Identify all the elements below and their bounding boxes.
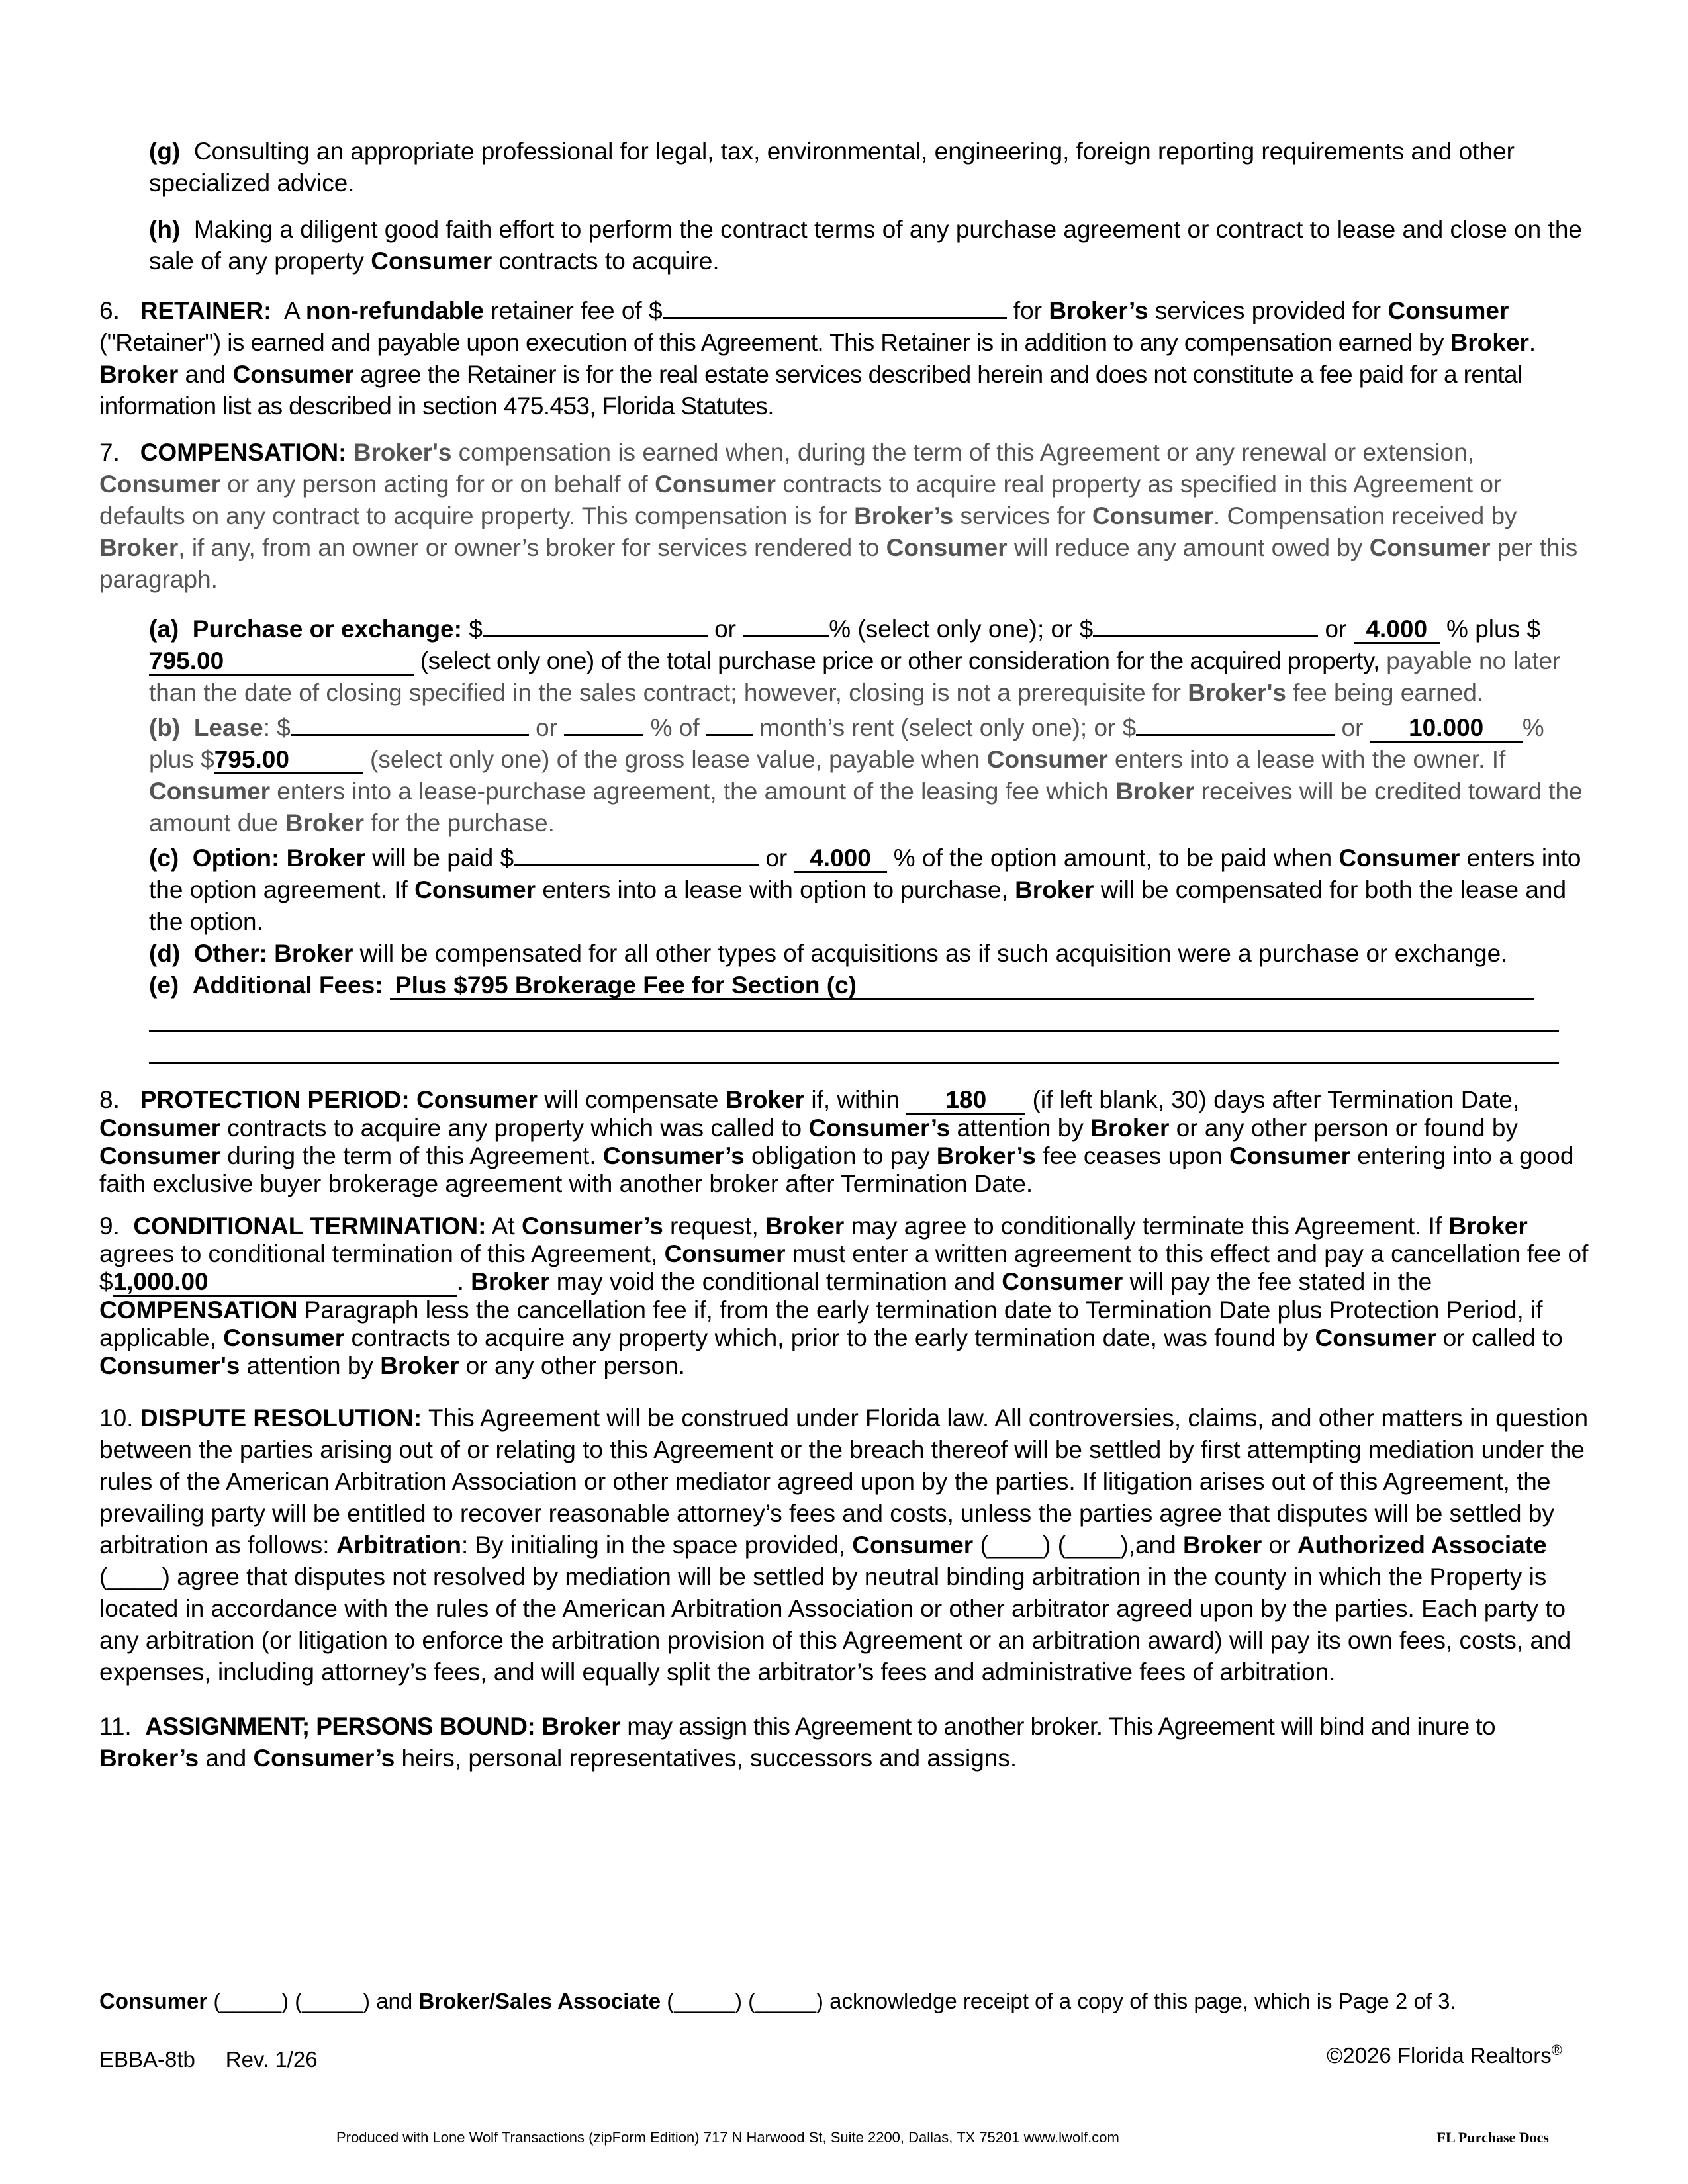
purchase-percent-field[interactable] (743, 610, 829, 637)
clause-d-other: (d) Other: Broker will be compensated for all other types of acquisitions as if such acquisition were a purchase or exchange. (149, 940, 1508, 967)
lease-percent-field[interactable] (564, 709, 643, 736)
lease-dollar-field[interactable] (291, 709, 529, 736)
page-body (99, 136, 1589, 1774)
clause-c-option: (c) Option: Broker will be paid $ or 4.000 % of the option amount, to be paid when Consumer enters into the option agreement. If Consumer enters into a lease with option to purchase, Broker will be compensated for both the lease and the option. (149, 839, 1589, 938)
lease-dollar-field-2[interactable] (1136, 709, 1335, 736)
copyright: ©2026 Florida Realtors® (1326, 2042, 1562, 2068)
clause-label: (g) (149, 138, 181, 165)
option-dollar-field[interactable] (514, 839, 759, 866)
produced-by-footer: Produced with Lone Wolf Transactions (zipForm Edition) 717 N Harwood St, Suite 2200, Dallas, TX 75201 www.lwolf.com (336, 2129, 1119, 2146)
section-heading: DISPUTE RESOLUTION: (140, 1404, 422, 1432)
clause-text: Consulting an appropriate professional for legal, tax, environmental, engineering, foreign reporting requirements and other specialized advice. (149, 138, 1515, 197)
clause-a-purchase: (a) Purchase or exchange: $ or % (select only one); or $ or 4.000 % plus $795.00 (select only one) of the total purchase price or other consideration for the acquired property, payable no later than the date of closing specified in the sales contract; however, closing is not a prerequisite for Broker's fee being earned. (149, 610, 1589, 709)
purchase-dollar-field[interactable] (483, 610, 708, 637)
section-heading: RETAINER: (140, 297, 272, 324)
section-10-dispute: 10. DISPUTE RESOLUTION: This Agreement will be construed under Florida law. All controversies, claims, and other matters in question between the parties arising out of or relating to this Agreement or the breach thereof will be settled by first attempting mediation under the rules of the American Arbitration Association or other mediator agreed upon by the parties. If litigation arises out of this Agreement, the prevailing party will be entitled to recover reasonable attorney’s fees and costs, unless the parties agree that disputes will be settled by arbitration as follows: Arbitration: By initialing in the space provided, Consumer (____) (____),and Broker or Authorized Associate (____) agree that disputes not resolved by mediation will be settled by neutral binding arbitration in the county in which the Property is located in accordance with the rules of the American Arbitration Association or other arbitrator agreed upon by the parties. Each party to any arbitration (or litigation to enforce the arbitration provision of this Agreement or an arbitration award) will pay its own fees, costs, and expenses, including attorney’s fees, and will equally split the arbitrator’s fees and administrative fees of arbitration. (99, 1404, 1589, 1686)
lease-months-field[interactable] (706, 709, 753, 736)
section-9-termination: 9. CONDITIONAL TERMINATION: At Consumer’s request, Broker may agree to conditionally terminate this Agreement. If Broker agrees to conditional termination of this Agreement, Consumer must enter a written agreement to this effect and pay a cancellation fee of $1,000.00 . Broker may void the conditional termination and Consumer will pay the fee stated in the COMPENSATION Paragraph less the cancellation fee if, from the early termination date to Termination Date plus Protection Period, if applicable, Consumer contracts to acquire any property which, prior to the early termination date, was found by Consumer or called to Consumer's attention by Broker or any other person. (99, 1212, 1589, 1379)
clause-h: (h) Making a diligent good faith effort to perform the contract terms of any purchase agreement or contract to lease and close on the sale of any property Consumer contracts to acquire. (149, 216, 1582, 275)
fl-purchase-docs-label: FL Purchase Docs (1436, 2129, 1549, 2146)
clause-g (99, 136, 1589, 199)
purchase-plus-field[interactable]: 795.00 (149, 649, 414, 676)
protection-days-field[interactable]: 180 (906, 1087, 1025, 1115)
form-id: EBBA-8tb Rev. 1/26 (99, 2047, 318, 2071)
clause-label: (h) (149, 216, 181, 243)
additional-fees-line-3[interactable] (149, 1032, 1559, 1064)
compensation-subsections (99, 610, 1589, 1001)
retainer-fee-field[interactable] (663, 292, 1007, 319)
section-8-protection: 8. PROTECTION PERIOD: Consumer will compensate Broker if, within 180 (if left blank, 30) days after Termination Date, Consumer contracts to acquire any property which was called to Consumer’s attention by Broker or any other person or found by Consumer during the term of this Agreement. Consumer’s obligation to pay Broker’s fee ceases upon Consumer entering into a good faith exclusive buyer brokerage agreement with another broker after Termination Date. (99, 1086, 1574, 1197)
section-heading: PROTECTION PERIOD: (140, 1086, 410, 1113)
clause-b-lease: (b) Lease: $ or % of month’s rent (select only one); or $ or 10.000 % plus $795.00 (select only one) of the gross lease value, payable when Consumer enters into a lease with the owner. If Consumer enters into a lease-purchase agreement, the amount of the leasing fee which Broker receives will be credited toward the amount due Broker for the purchase. (149, 709, 1589, 839)
section-heading: ASSIGNMENT; PERSONS BOUND: (145, 1713, 536, 1740)
section-7-compensation: 7. COMPENSATION: Broker's compensation is earned when, during the term of this Agreement or any renewal or extension, Consumer or any person acting for or on behalf of Consumer contracts to acquire real property as specified in this Agreement or defaults on any contract to acquire property. This compensation is for Broker’s services for Consumer. Compensation received by Broker, if any, from an owner or owner’s broker for services rendered to Consumer will reduce any amount owed by Consumer per this paragraph. (99, 439, 1578, 593)
purchase-percent-field-2[interactable]: 4.000 (1354, 617, 1440, 644)
purchase-dollar-field-2[interactable] (1093, 610, 1318, 637)
additional-fees-line-2[interactable] (149, 1001, 1559, 1032)
additional-fees-field[interactable]: Plus $795 Brokerage Fee for Section (c) (390, 973, 1534, 1000)
clause-e-additional-fees: (e) Additional Fees: Plus $795 Brokerage Fee for Section (c) (149, 970, 1589, 1001)
acknowledgement-line: Consumer (_____) (_____) and Broker/Sales Associate (_____) (_____) acknowledge receipt of a copy of this page, which is Page 2 of 3. (99, 1989, 1456, 2013)
option-percent-field[interactable]: 4.000 (794, 846, 887, 873)
section-heading: COMPENSATION: (140, 439, 347, 466)
cancellation-fee-field[interactable]: 1,000.00 (113, 1269, 457, 1297)
section-heading: CONDITIONAL TERMINATION: (133, 1212, 487, 1240)
section-11-assignment: 11. ASSIGNMENT; PERSONS BOUND: Broker may assign this Agreement to another broker. This Agreement will bind and inure to Broker’s and Consumer’s heirs, personal representatives, successors and assigns. (99, 1713, 1495, 1772)
lease-plus-field[interactable]: 795.00 (214, 747, 363, 774)
section-6-retainer: 6. RETAINER: A non-refundable retainer fee of $ for Broker’s services provided for Consumer ("Retainer") is earned and payable upon execution of this Agreement. This Retainer is in addition to any compensation earned by Broker. Broker and Consumer agree the Retainer is for the real estate services described herein and does not constitute a fee paid for a rental information list as described in section 475.453, Florida Statutes. (99, 292, 1589, 422)
lease-percent-field-2[interactable]: 10.000 (1370, 715, 1523, 743)
